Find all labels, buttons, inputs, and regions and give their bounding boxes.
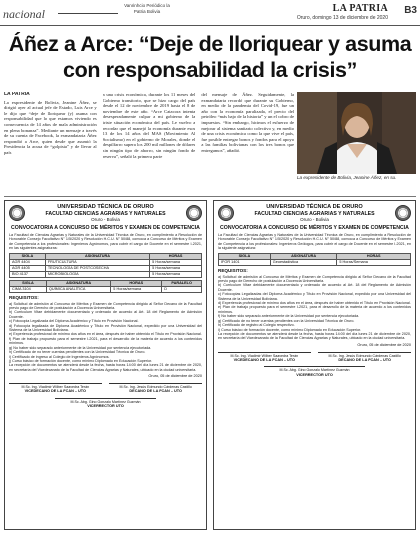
table-header: HORAS [150,253,202,259]
table-cell: IFOR 1401 [219,259,271,265]
table-row [219,259,411,265]
table-header: HORAS [111,280,162,286]
article-headline: Áñez a Arce: “Deje de lloriquear y asuma con responsabilidad la crisis” [8,32,412,82]
table-header: SIGLA [10,253,46,259]
convocatoria-title: CONVOCATORIA A CONCURSO DE MÉRITOS Y EXAMEN DE COMPETENCIA [11,225,200,231]
page-header [0,0,420,26]
table-header: SIGLA [10,280,47,286]
table-cell: QUÍMICA ANALÍTICA [46,286,110,292]
subjects-table [218,253,411,266]
table-cell: 5 Horas/semana [150,259,202,265]
table-header: ASIGNATURA [46,280,110,286]
signature-role: VICEDECANO DE LA FCAN – UTO [24,389,86,394]
ad-date: Oruro, 05 de diciembre de 2020 [148,374,202,379]
table-cell: MICROBIOLOGÍA [45,271,149,277]
university-seal-icon [218,205,234,221]
signature-role: DECANO DE LA FCAN – UTO [338,358,391,363]
masthead-logo: LA PATRIA [332,3,388,14]
requisitos-list: a) Solicitud de admisión al Concurso de Méritos y Examen de Competencia dirigido al Señor Decano de la Facultad previo pago de Derecho de postulación a Docencia Universitaria. b) Curriculum Vitae debidamente documentado y ordenado de acuerdo al Art. 18 del Reglamento de Admisión Docente. c) Fotocopia Legalizada del Diploma Académico y Título en Provisión Nacional. d) Fotocopia legalizada de Diploma Académico y Título en Provisión Nacional, expedido por una Universidad del Sistema de la Universidad Boliviana. e) Experiencia profesional de mínimo dos años en el área, después de haber obtenido el Título en Provisión Nacional. f) Plan de trabajo propuesto para el semestre I-2021, para el desarrollo de la materia de acuerdo a los contenidos mínimos. g) No haber sido separado anteriormente de la Universidad por sentencia ejecutoriada. h) Certificado de no tener cuentas pendientes con la Universidad Técnica de Oruro. i) Certificado de ingreso al Colegio de Ingenieros Agrónomos. j) Curso básico de formación docente, como mínimo Diplomado en Educación Superior. La recepción de documentos se atenderá desde la fecha, hasta horas 14:00 del día lunes 21 de diciembre de 2020, en secretaría del Vicedecanato de la Facultad de Ciencias Agrarias y Naturales, ubicado en la ciudad universitaria. [9,301,202,372]
signature-name: M.Sc. Ing. Vladimir Wilber Saavedra Terán [230,353,299,358]
signature-name: M.Sc. Ing. Jesús Edmundo Cárdenas Castillo [119,385,192,390]
photo-caption: La expresidente de Bolivia, Jeanine Áñez, en su. [297,175,397,180]
university-name: UNIVERSIDAD TÉCNICA DE ORURO [266,204,363,210]
article-kicker: LA PATRIA [4,92,30,97]
section-label: nacional [3,7,45,21]
article-text-1: La expresidente de Bolivia, Jeanine Áñez, se dirigió ayer al actual jefe de Estado, Luis Arce y le dijo que “deje de lloriquear (y) asuma con responsabilidad que lo que estamos viviendo es consecuencia de 14 años de mala administración en plena bonanza”. Mediante un mensaje a través de su cuenta de Facebook, la exmandataria Áñez respondió a Arce, quien desde que asumió la Presidencia la acusa de “golpista” y de llevar al país [4,99,97,155]
page-number: B3 [404,5,417,16]
signature-vicerrector [264,366,364,377]
subjects-table [9,253,202,278]
slogan: Vanrinhcio Periódico la Patria Bolivia [124,3,170,14]
table-header: HORAS [337,253,411,259]
table-cell: AGR 4404 [10,259,46,265]
table-cell: 5 Horas/semana [150,265,202,271]
faculty-seal-icon [186,205,202,221]
signature-role: VICERRECTOR UTO [87,404,124,409]
signature-role: VICERRECTOR UTO [296,372,333,377]
requisitos-label: REQUISITOS: [218,267,248,273]
signature-name: M.Sc. Ing. Vladimir Wilber Saavedra Terán [21,385,90,390]
signature-vicedecano [218,352,311,363]
table-cell: Geoestadística [270,259,337,265]
table-cell: D [162,286,202,292]
ad-intro: La Facultad de Ciencias Agrarias y Naturales de la Universidad Técnica de Oruro, en cumplimiento a Resolución de Honorable Consejo Facultativo N° 1/5/2020 y Resolución H.C.U. N° 50/88, convoca a Concurso de Méritos y Examen de Competencia a los profesionales: Ingenieros Agrónomos, para cubrir el cargo de Docente en el semestre I-2021, en las siguientes asignaturas: [9,233,202,251]
table-cell: 5 Horas/semana [111,286,162,292]
ad-location: Oruro - Bolivia [91,216,120,222]
ad-header [218,204,411,224]
faculty-name: FACULTAD CIENCIAS AGRARIAS Y NATURALES [45,210,166,217]
signature-name: M.Sc. Ing. Jesús Edmundo Cárdenas Castillo [328,353,401,358]
article-column-1 [4,92,97,192]
article-photo [297,92,416,174]
faculty-name: FACULTAD CIENCIAS AGRARIAS Y NATURALES [254,210,375,217]
convocatoria-ad-2 [213,200,416,530]
table-header: ASIGNATURA [270,253,337,259]
article-text-3: del mensaje de Áñez. Seguidamente, la exmandataria recordó que durante su Gobierno, en medio de la pandemia del Covid-19, fue un año con la economía paralizada, el precio del petróleo “más bajo de la historia” y un el cobro de impuestos. “Sin embargo, hicimos el esfuerzo de mejorar al sistema sanitario colectivo y, en medio de una crisis económica como la que vive el país, fue posible entregar bonos y fondos para el apoyo a las familias bolivianas con los tres bonos que entregamos”, añadió. [201,92,295,153]
signatures [9,383,202,394]
ad-location: Oruro - Bolivia [300,216,329,222]
table-header: PARALELO [162,280,202,286]
signature-role: VICEDECANO DE LA FCAN – UTO [233,358,295,363]
ad-header [9,204,202,224]
table-cell: BIO 4137 [10,271,46,277]
signatures [218,352,411,363]
convocatoria-title: CONVOCATORIA A CONCURSO DE MÉRITOS Y EXAMEN DE COMPETENCIA [220,225,409,231]
convocatoria-ad-1 [4,200,207,530]
table-cell: CIMA 3104 [10,286,47,292]
article-text-2: a una crisis económica, durante los 11 meses del Gobierno transitorio, que se hizo cargo del país desde el 12 de noviembre de 2019 hasta el 8 de noviembre de este año. “Arce Catacora intenta desesperadamente culpar a mi gobierno de la triste situación económica del país. Le vuelvo a recordar que el manejó la economía durante esos 13 de los 14 años del MAS (Movimiento Al Socialismo) en el gobierno de Morales, donde el despilfarro supera los 200 mil millones de dólares sin ningún tipo de ahorro, sin ningún fondo de reserva”, señaló la primera parte [102,92,196,159]
requisitos-label: REQUISITOS: [9,294,39,300]
signature-decano [109,383,202,394]
table-cell: AGR 4405 [10,265,46,271]
table-cell: FRUTICULTURA [45,259,149,265]
subjects-table-2 [9,280,202,293]
ad-intro: La Facultad de Ciencias Agrarias y Naturales de la Universidad Técnica de Oruro, en cumplimiento a Resolución de Honorable Consejo Facultativo N° 1/5/2020 y Resolución H.C.U. N° 50/88, convoca a Concurso de Méritos y Examen de Competencia a los profesionales: Ingenieros Geólogos, para cubrir el cargo de Docente en el semestre I-2021, en la siguiente asignatura: [218,233,411,251]
table-header: ASIGNATURA [45,253,149,259]
table-cell: TECNOLOGÍA DE POSTCOSECHA [45,265,149,271]
table-row [10,286,202,292]
requisitos-list: a) Solicitud de admisión al Concurso de Méritos y Examen de Competencia dirigido al Señor Decano de la Facultad previo pago de Derecho de postulación a Docencia Universitaria. b) Curriculum Vitae debidamente documentado y ordenado de acuerdo al Art. 18 del Reglamento de Admisión Docente. c) Fotocopias Legalizadas del Diploma Académico y Título en Provisión Nacional, expedido por una Universidad del Sistema de la Universidad Boliviana. d) Experiencia profesional de mínimo dos años en el área, después de haber obtenido el Título en Provisión Nacional. e) Plan de trabajo propuesto para el semestre I-2021, para el desarrollo de la materia de acuerdo a los contenidos mínimos. f) No haber sido separado anteriormente de la Universidad por sentencia ejecutoriada. g) Certificado de no tener cuentas pendientes con la Universidad Técnica de Oruro. h) Certificado de registro al Colegio respectivo. i) Curso básico de formación docente, como mínimo Diplomado en Educación Superior. La recepción de documentos se atenderá desde la fecha, hasta horas 14:00 del día lunes 21 de diciembre de 2020, en secretaría del Vicedecanato de la Facultad de Ciencias Agrarias y Naturales, ubicado en la ciudad universitaria. [218,274,411,341]
table-header: SIGLA [219,253,271,259]
signature-name: M.Sc. Abg. Gino Gonzalo Martínez Guzmán [70,399,141,404]
signature-role: DECANO DE LA FCAN – UTO [129,389,182,394]
university-seal-icon [9,205,25,221]
signature-vicedecano [9,383,102,394]
signature-vicerrector [55,398,155,409]
article-body [4,92,294,192]
table-cell: 5 Horas/Semana [337,259,411,265]
ad-date: Oruro, 05 de diciembre de 2020 [357,342,411,347]
article-column-2 [103,92,196,192]
faculty-seal-icon [395,205,411,221]
portrait-image [297,92,416,174]
header-rule [58,13,118,14]
university-name: UNIVERSIDAD TÉCNICA DE ORURO [57,204,154,210]
signature-name: M.Sc. Abg. Gino Gonzalo Martínez Guzmán [279,368,350,373]
article-column-3 [201,92,294,192]
table-row [10,271,202,277]
section-divider [4,196,416,197]
table-cell: 5 Horas/semana [150,271,202,277]
dateline: Oruro, domingo 13 de diciembre de 2020 [296,15,388,21]
signature-decano [318,352,411,363]
